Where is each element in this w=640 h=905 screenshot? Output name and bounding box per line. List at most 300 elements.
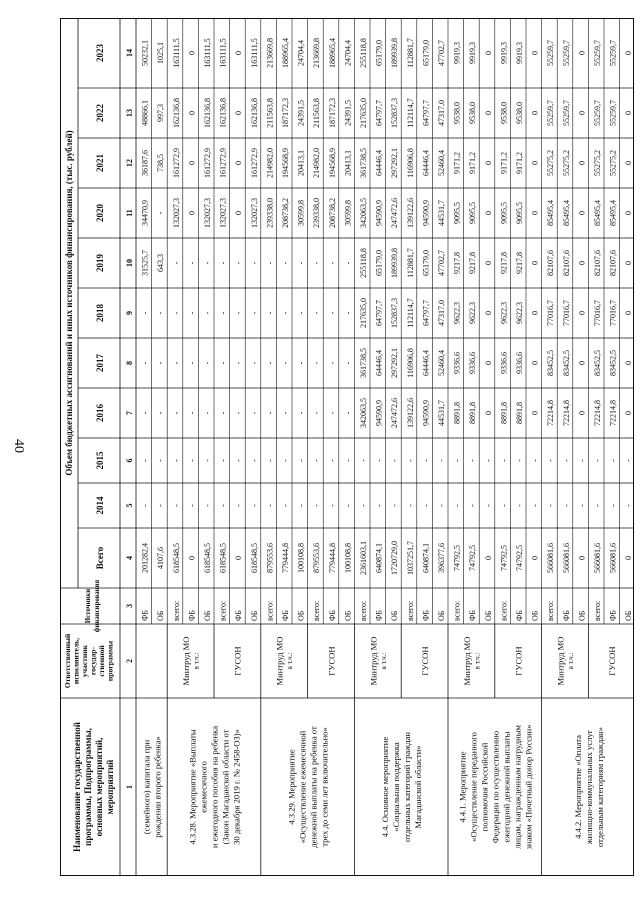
value-cell: 247472,6	[390, 198, 400, 228]
value-cell: -	[171, 361, 181, 365]
value-cell: -	[140, 361, 150, 365]
value-cell: 9919,3	[515, 42, 524, 64]
value-cell: -	[265, 311, 275, 315]
value-cell: -	[327, 504, 337, 507]
executor-line: в т.ч.:	[567, 652, 575, 670]
value-cell: 217635,0	[359, 98, 368, 128]
value-cell: 9919,3	[452, 42, 462, 64]
value-cell: -	[593, 459, 602, 462]
value-cell: -	[327, 361, 337, 365]
value-cell: 0	[530, 211, 540, 215]
value-cell: 0	[577, 556, 587, 560]
header-year-label: 2016	[95, 404, 105, 422]
source-cell: всего:	[171, 600, 181, 621]
value-cell: -	[140, 311, 150, 315]
value-cell: -	[374, 504, 384, 507]
value-cell: 9538,0	[468, 102, 478, 124]
value-cell: 208738,2	[327, 198, 337, 228]
value-cell: 94590,9	[421, 200, 431, 226]
executor-line: в т.ч.:	[192, 652, 201, 670]
measure-name-line: 4.3.28. Мероприятие «Выплаты	[187, 729, 198, 845]
value-cell: 161272,9	[218, 148, 228, 178]
value-cell: -	[483, 459, 493, 462]
value-cell: 9538,0	[452, 102, 462, 124]
value-cell: -	[281, 361, 290, 365]
value-cell: -	[187, 361, 197, 365]
value-cell: -	[327, 311, 337, 315]
value-cell: -	[234, 311, 244, 315]
value-cell: -	[343, 504, 353, 507]
value-cell: 47702,7	[437, 40, 446, 66]
measure-name-line: 4.4. Основное мероприятие	[380, 736, 391, 838]
value-cell: 211563,8	[312, 98, 322, 128]
value-cell: 116906,8	[405, 148, 415, 178]
header-name-label: основных мероприятий,	[94, 737, 104, 837]
source-cell: ОБ	[343, 610, 353, 621]
value-cell: 74792,5	[468, 545, 478, 571]
value-cell: 112114,7	[405, 298, 415, 328]
executor-line: Минтруд МО	[461, 636, 472, 686]
value-cell: 342063,5	[359, 198, 368, 228]
value-cell: -	[452, 504, 462, 507]
measure-name-line: полномочия Российской	[479, 742, 490, 832]
value-cell: 879553,6	[312, 543, 322, 573]
measure-name-line: Магаданской области»	[413, 745, 424, 829]
budget-table-svg	[60, 18, 634, 876]
value-cell: 8891,8	[468, 402, 478, 424]
value-cell: 55259,7	[561, 40, 571, 66]
value-cell: -	[608, 504, 618, 507]
value-cell: 618548,5	[249, 543, 259, 573]
value-cell: 24391,5	[296, 100, 306, 126]
value-cell: 77016,7	[608, 300, 618, 326]
value-cell: 217635,0	[359, 298, 368, 328]
value-cell: -	[203, 361, 212, 365]
value-cell: 139122,6	[405, 198, 415, 228]
value-cell: 163111,5	[171, 38, 181, 68]
value-cell: 82107,6	[561, 250, 571, 276]
value-cell: 0	[530, 311, 540, 315]
value-cell: -	[281, 459, 290, 462]
value-cell: 34470,9	[140, 200, 150, 226]
source-cell: ОБ	[624, 610, 634, 621]
value-cell: 85495,4	[561, 200, 571, 226]
value-cell: 36187,6	[140, 150, 150, 176]
header-column-number: 9	[125, 311, 134, 315]
value-cell: 74792,5	[515, 545, 524, 571]
header-column-number: 7	[125, 411, 134, 415]
value-cell: 0	[577, 261, 587, 265]
source-cell: ФБ	[515, 610, 524, 621]
value-cell: -	[452, 459, 462, 462]
value-cell: 132027,3	[203, 198, 212, 228]
value-cell: 152837,3	[390, 298, 400, 328]
value-cell: 738,5	[156, 154, 166, 172]
executor-line: ГУСОН	[513, 646, 524, 676]
source-cell: всего:	[312, 600, 322, 621]
value-cell: 9171,2	[515, 152, 524, 174]
value-cell: 64797,7	[421, 300, 431, 326]
value-cell: 163111,5	[249, 38, 259, 68]
value-cell: -	[390, 504, 400, 507]
header-column-number: 13	[125, 109, 134, 117]
value-cell: 239338,0	[265, 198, 275, 228]
measure-name-line: (семейного) капитала при	[141, 739, 152, 835]
value-cell: 100108,8	[343, 543, 353, 573]
budget-table	[60, 18, 634, 876]
value-cell: -	[281, 311, 290, 315]
value-cell: 30599,8	[343, 200, 353, 226]
header-exec-label: программы	[105, 640, 115, 682]
value-cell: -	[249, 504, 259, 507]
value-cell: 297292,1	[390, 148, 400, 178]
value-cell: 163111,5	[218, 38, 228, 68]
value-cell: 82107,6	[608, 250, 618, 276]
value-cell: 9095,5	[452, 202, 462, 224]
value-cell: 162136,8	[171, 98, 181, 128]
header-column-number: 8	[125, 361, 134, 365]
value-cell: 24704,4	[296, 40, 306, 66]
value-cell: 566081,6	[561, 543, 571, 573]
value-cell: 52460,4	[437, 150, 446, 176]
value-cell: -	[249, 311, 259, 315]
value-cell: 55259,7	[546, 100, 556, 126]
value-cell: 779444,8	[281, 543, 290, 573]
value-cell: -	[561, 459, 571, 462]
value-cell: 239338,0	[312, 198, 322, 228]
executor-line: ГУСОН	[607, 646, 618, 676]
value-cell: -	[171, 504, 181, 507]
value-cell: 31525,7	[140, 250, 150, 276]
value-cell: 0	[577, 161, 587, 165]
header-exec-label: участник	[80, 644, 89, 678]
measure-name-line: «Осуществление переданного	[468, 732, 479, 842]
source-cell: ФБ	[281, 610, 290, 621]
value-cell: -	[140, 411, 150, 415]
source-cell: всего:	[499, 600, 509, 621]
value-cell: 247472,6	[390, 398, 400, 428]
value-cell: 0	[483, 161, 493, 165]
measure-name-line: лицам, награжденным нагрудным	[512, 725, 523, 849]
source-cell: всего:	[593, 600, 602, 621]
value-cell: -	[515, 504, 524, 507]
source-cell: ОБ	[530, 610, 540, 621]
value-cell: 194568,9	[327, 148, 337, 178]
value-cell: -	[405, 459, 415, 462]
value-cell: -	[187, 459, 197, 462]
value-cell: 64797,7	[421, 100, 431, 126]
value-cell: 161272,9	[203, 148, 212, 178]
value-cell: -	[312, 504, 322, 507]
value-cell: 255118,8	[359, 248, 368, 278]
header-column-number: 1	[125, 785, 134, 789]
value-cell: -	[140, 459, 150, 462]
value-cell: -	[608, 459, 618, 462]
value-cell: 9217,8	[515, 252, 524, 274]
value-cell: -	[218, 361, 228, 365]
source-cell: ОБ	[203, 610, 212, 621]
value-cell: -	[296, 261, 306, 265]
value-cell: -	[312, 311, 322, 315]
value-cell: 0	[624, 111, 634, 115]
value-cell: -	[374, 459, 384, 462]
value-cell: 194568,9	[281, 148, 290, 178]
value-cell: -	[343, 261, 353, 265]
value-cell: 47317,0	[437, 100, 446, 126]
source-cell: ФБ	[234, 610, 244, 621]
value-cell: 65179,0	[374, 40, 384, 66]
value-cell: -	[234, 361, 244, 365]
header-year-label: 2017	[95, 354, 105, 372]
value-cell: 361738,5	[359, 148, 368, 178]
header-year-label: 2021	[95, 154, 105, 172]
value-cell: 0	[530, 556, 540, 560]
value-cell: 361738,5	[359, 348, 368, 378]
value-cell: 0	[624, 211, 634, 215]
value-cell: -	[234, 459, 244, 462]
source-cell: ОБ	[390, 610, 400, 621]
value-cell: -	[218, 504, 228, 507]
value-cell: 0	[577, 311, 587, 315]
value-cell: -	[312, 459, 322, 462]
measure-name-line: рождении второго ребенка»	[152, 736, 163, 838]
measure-name-line: знаком «Почетный донор России»	[523, 724, 534, 850]
measure-name-line: ежегодной денежной выплаты	[501, 731, 512, 843]
value-cell: 0	[483, 211, 493, 215]
value-cell: 0	[530, 111, 540, 115]
value-cell: 94590,9	[421, 400, 431, 426]
value-cell: 0	[530, 51, 540, 55]
value-cell: -	[296, 311, 306, 315]
value-cell: 162136,8	[203, 98, 212, 128]
value-cell: -	[234, 411, 244, 415]
value-cell: -	[187, 411, 197, 415]
value-cell: 9217,8	[499, 252, 509, 274]
value-cell: 74792,5	[499, 545, 509, 571]
executor-line: ГУСОН	[232, 646, 243, 676]
value-cell: 1025,1	[156, 42, 166, 64]
value-cell: 0	[624, 161, 634, 165]
executor-line: в т.ч.:	[473, 652, 482, 670]
executor-line: ГУСОН	[419, 646, 430, 676]
measure-name-line: жилищно-коммунальных услуг	[583, 729, 594, 845]
value-cell: 9171,2	[499, 152, 509, 174]
value-cell: -	[421, 504, 431, 507]
header-year-label: 2020	[95, 204, 105, 222]
value-cell: 9622,3	[452, 302, 462, 324]
measure-name-line: ежемесячного	[198, 761, 209, 813]
value-cell: 0	[577, 111, 587, 115]
value-cell: 0	[483, 361, 493, 365]
value-cell: 85495,4	[546, 200, 556, 226]
value-cell: 55275,2	[608, 150, 618, 176]
value-cell: -	[312, 361, 322, 365]
value-cell: 77016,7	[561, 300, 571, 326]
value-cell: -	[156, 504, 166, 507]
value-cell: 64797,7	[374, 300, 384, 326]
header-source-label: финансирования	[94, 579, 101, 633]
value-cell: 0	[234, 556, 244, 560]
value-cell: 44531,7	[437, 200, 446, 226]
measure-name-line: отдельным категориям граждан»	[594, 726, 605, 848]
value-cell: 55259,7	[593, 100, 602, 126]
value-cell: 112114,7	[405, 98, 415, 128]
value-cell: -	[249, 459, 259, 462]
value-cell: 132027,3	[218, 198, 228, 228]
value-cell: 162136,8	[218, 98, 228, 128]
value-cell: 83452,5	[561, 350, 571, 376]
value-cell: 566081,6	[546, 543, 556, 573]
value-cell: 55275,2	[561, 150, 571, 176]
header-column-number: 4	[125, 556, 134, 560]
value-cell: 72214,8	[546, 400, 556, 426]
header-year-label: 2018	[95, 304, 105, 322]
executor-line: в т.ч.:	[286, 652, 295, 670]
value-cell: 618548,5	[218, 543, 228, 573]
value-cell: -	[171, 311, 181, 315]
value-cell: -	[343, 459, 353, 462]
value-cell: -	[468, 459, 478, 462]
value-cell: 44531,7	[437, 400, 446, 426]
value-cell: -	[249, 261, 259, 265]
page-number: 40	[11, 439, 26, 453]
value-cell: 64446,4	[421, 350, 431, 376]
value-cell: 55275,2	[593, 150, 602, 176]
value-cell: 72214,8	[593, 400, 602, 426]
value-cell: -	[312, 261, 322, 265]
header-column-number: 2	[125, 659, 134, 663]
value-cell: -	[218, 261, 228, 265]
value-cell: 201282,4	[140, 543, 150, 573]
executor-line: ГУСОН	[326, 646, 337, 676]
value-cell: 2361603,1	[359, 541, 368, 575]
value-cell: 9336,6	[452, 352, 462, 374]
source-cell: всего:	[218, 600, 228, 621]
value-cell: 0	[234, 161, 244, 165]
value-cell: 30599,8	[296, 200, 306, 226]
value-cell: 20413,1	[296, 150, 306, 176]
value-cell: -	[203, 311, 212, 315]
value-cell: -	[468, 504, 478, 507]
value-cell: 208738,2	[281, 198, 290, 228]
value-cell: -	[421, 459, 431, 462]
executor-line: Минтруд МО	[181, 636, 192, 686]
value-cell: 0	[624, 411, 634, 415]
value-cell: 0	[483, 111, 493, 115]
value-cell: 0	[577, 411, 587, 415]
value-cell: 50232,1	[140, 40, 150, 66]
value-cell: -	[156, 361, 166, 365]
value-cell: 9919,3	[499, 42, 509, 64]
value-cell: 162136,8	[249, 98, 259, 128]
value-cell: -	[296, 459, 306, 462]
value-cell: 77016,7	[546, 300, 556, 326]
value-cell: 132027,3	[171, 198, 181, 228]
value-cell: -	[171, 459, 181, 462]
header-column-number: 10	[125, 259, 134, 267]
header-source-label: Источники	[85, 588, 92, 624]
value-cell: 72214,8	[608, 400, 618, 426]
value-cell: 55259,7	[608, 100, 618, 126]
value-cell: 64446,4	[374, 350, 384, 376]
value-cell: 189939,8	[390, 38, 400, 68]
value-cell: -	[405, 504, 415, 507]
executor-line: Минтруд МО	[368, 636, 379, 686]
source-cell: ФБ	[468, 610, 478, 621]
value-cell: 152837,3	[390, 98, 400, 128]
value-cell: 0	[234, 51, 244, 55]
source-cell: ОБ	[296, 610, 306, 621]
value-cell: 0	[624, 311, 634, 315]
value-cell: -	[171, 411, 181, 415]
value-cell: 188965,4	[327, 38, 337, 68]
value-cell: 0	[187, 161, 197, 165]
value-cell: 297292,1	[390, 348, 400, 378]
value-cell: -	[390, 459, 400, 462]
value-cell: 24391,5	[343, 100, 353, 126]
value-cell: 187172,3	[327, 98, 337, 128]
value-cell: 0	[187, 556, 197, 560]
value-cell: -	[546, 504, 556, 507]
value-cell: -	[343, 361, 353, 365]
value-cell: 64797,7	[374, 100, 384, 126]
value-cell: 9171,2	[468, 152, 478, 174]
source-cell: ФБ	[561, 610, 571, 621]
value-cell: 55259,7	[561, 100, 571, 126]
source-cell: всего:	[265, 600, 275, 621]
value-cell: 8891,8	[499, 402, 509, 424]
value-cell: 879553,6	[265, 543, 275, 573]
value-cell: 163111,5	[203, 38, 212, 68]
value-cell: 9095,5	[515, 202, 524, 224]
value-cell: -	[203, 504, 212, 507]
value-cell: -	[437, 504, 446, 507]
value-cell: 188965,4	[281, 38, 290, 68]
value-cell: 9336,6	[515, 352, 524, 374]
value-cell: -	[296, 361, 306, 365]
header-year-label: 2023	[95, 44, 105, 62]
header-year-label: 2015	[95, 451, 105, 470]
value-cell: 618548,5	[203, 543, 212, 573]
value-cell: 65179,0	[421, 40, 431, 66]
value-cell: 55259,7	[608, 40, 618, 66]
value-cell: 9217,8	[452, 252, 462, 274]
value-cell: 47702,7	[437, 250, 446, 276]
value-cell: 83452,5	[546, 350, 556, 376]
value-cell: 65179,0	[421, 250, 431, 276]
value-cell: 94590,9	[374, 200, 384, 226]
value-cell: 9622,3	[515, 302, 524, 324]
value-cell: -	[327, 411, 337, 415]
value-cell: -	[265, 361, 275, 365]
value-cell: -	[281, 411, 290, 415]
measure-name-line: (Закон Магаданской области от	[220, 729, 231, 845]
value-cell: -	[140, 504, 150, 507]
value-cell: 0	[624, 261, 634, 265]
value-cell: 0	[624, 556, 634, 560]
value-cell: 48866,1	[140, 100, 150, 126]
value-cell: 187172,3	[281, 98, 290, 128]
source-cell: ФБ	[608, 610, 618, 621]
header-column-number: 6	[125, 458, 134, 463]
value-cell: 0	[577, 51, 587, 55]
value-cell: 0	[234, 211, 244, 215]
value-cell: 9095,5	[499, 202, 509, 224]
value-cell: 1720729,0	[390, 541, 400, 575]
value-cell: 0	[483, 311, 493, 315]
header-column-number: 5	[125, 503, 134, 508]
value-cell: -	[265, 261, 275, 265]
